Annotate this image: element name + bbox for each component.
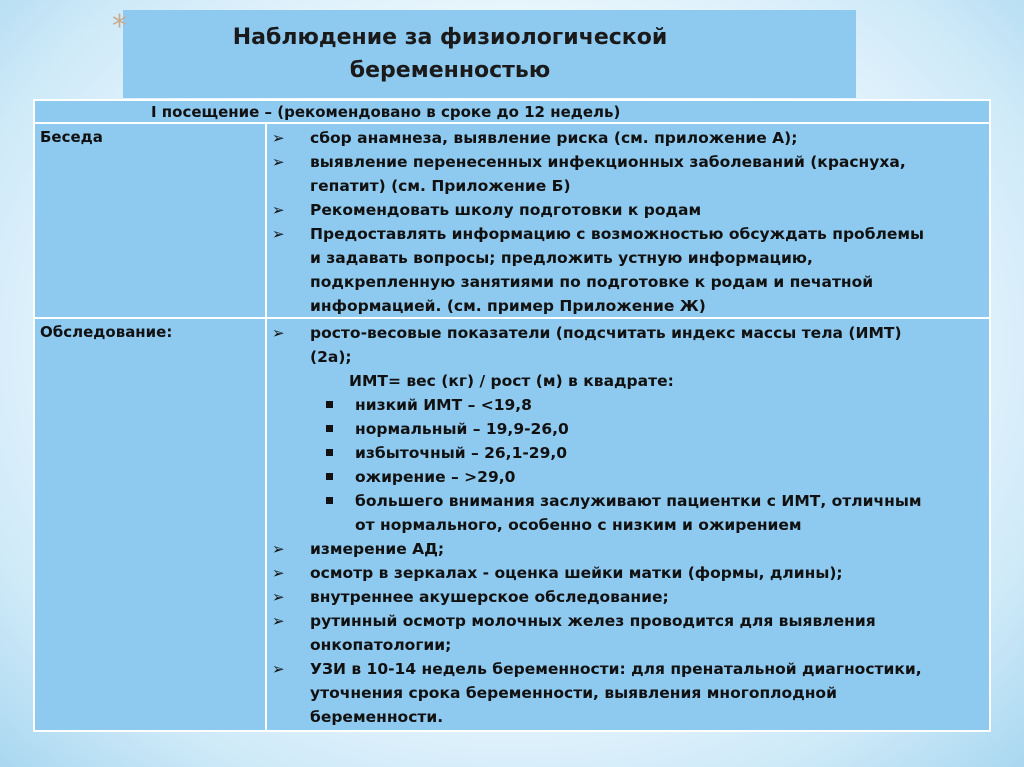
table-header-text: I посещение – (рекомендовано в сроке до 12 недель)	[151, 103, 621, 121]
square-bullet-icon	[326, 401, 333, 408]
arrow-bullet-icon: ➢	[272, 225, 285, 243]
list-item-line: рутинный осмотр молочных желез проводится для выявления	[310, 612, 876, 630]
list-item-line: информацией. (см. пример Приложение Ж)	[310, 297, 706, 315]
row-label-text: Обследование:	[40, 323, 173, 341]
list-item-line: гепатит) (см. Приложение Б)	[310, 177, 571, 195]
bmi-category-line: большего внимания заслуживают пациентки с ИМТ, отличным	[355, 492, 922, 510]
row-label-text: Беседа	[40, 128, 103, 146]
bmi-category-line: низкий ИМТ – <19,8	[355, 396, 532, 414]
title-line-1: Наблюдение за физиологической	[232, 25, 668, 50]
arrow-bullet-icon: ➢	[272, 660, 285, 678]
list-item-line: беременности.	[310, 708, 444, 726]
list-item-line: УЗИ в 10-14 недель беременности: для пренатальной диагностики,	[310, 660, 922, 678]
table-header	[33, 99, 991, 124]
list-item-line: (2а);	[310, 348, 352, 366]
list-item-line: осмотр в зеркалах - оценка шейки матки (формы, длины);	[310, 564, 843, 582]
row-label-conversation	[33, 122, 267, 319]
bmi-category-line: избыточный – 26,1-29,0	[355, 444, 568, 462]
list-item-line: сбор анамнеза, выявление риска (см. приложение А);	[310, 129, 798, 147]
arrow-bullet-icon: ➢	[272, 201, 285, 219]
list-item-line: и задавать вопросы; предложить устную информацию,	[310, 249, 813, 267]
arrow-bullet-icon: ➢	[272, 564, 285, 582]
square-bullet-icon	[326, 497, 333, 504]
bmi-category-line: нормальный – 19,9-26,0	[355, 420, 569, 438]
row-label-examination	[33, 317, 267, 732]
arrow-bullet-icon: ➢	[272, 588, 285, 606]
arrow-bullet-icon: ➢	[272, 612, 285, 630]
list-item-line: Рекомендовать школу подготовки к родам	[310, 201, 702, 219]
arrow-bullet-icon: ➢	[272, 540, 285, 558]
bmi-formula: ИМТ= вес (кг) / рост (м) в квадрате:	[349, 372, 674, 390]
asterisk-icon: *	[112, 9, 127, 44]
list-item-line: подкрепленную занятиями по подготовке к родам и печатной	[310, 273, 874, 291]
list-item-line: измерение АД;	[310, 540, 445, 558]
slide-title	[150, 21, 750, 87]
arrow-bullet-icon: ➢	[272, 129, 285, 147]
list-item-line: онкопатологии;	[310, 636, 452, 654]
square-bullet-icon	[326, 473, 333, 480]
square-bullet-icon	[326, 425, 333, 432]
list-item-line: Предоставлять информацию с возможностью обсуждать проблемы	[310, 225, 925, 243]
bmi-category-line: от нормального, особенно с низким и ожирением	[355, 516, 802, 534]
arrow-bullet-icon: ➢	[272, 153, 285, 171]
list-item-line: росто-весовые показатели (подсчитать индекс массы тела (ИМТ)	[310, 324, 902, 342]
title-line-2: беременностью	[349, 58, 551, 83]
bmi-category-line: ожирение – >29,0	[355, 468, 516, 486]
square-bullet-icon	[326, 449, 333, 456]
list-item-line: внутреннее акушерское обследование;	[310, 588, 669, 606]
arrow-bullet-icon: ➢	[272, 324, 285, 342]
list-item-line: уточнения срока беременности, выявления многоплодной	[310, 684, 837, 702]
list-item-line: выявление перенесенных инфекционных заболеваний (краснуха,	[310, 153, 906, 171]
